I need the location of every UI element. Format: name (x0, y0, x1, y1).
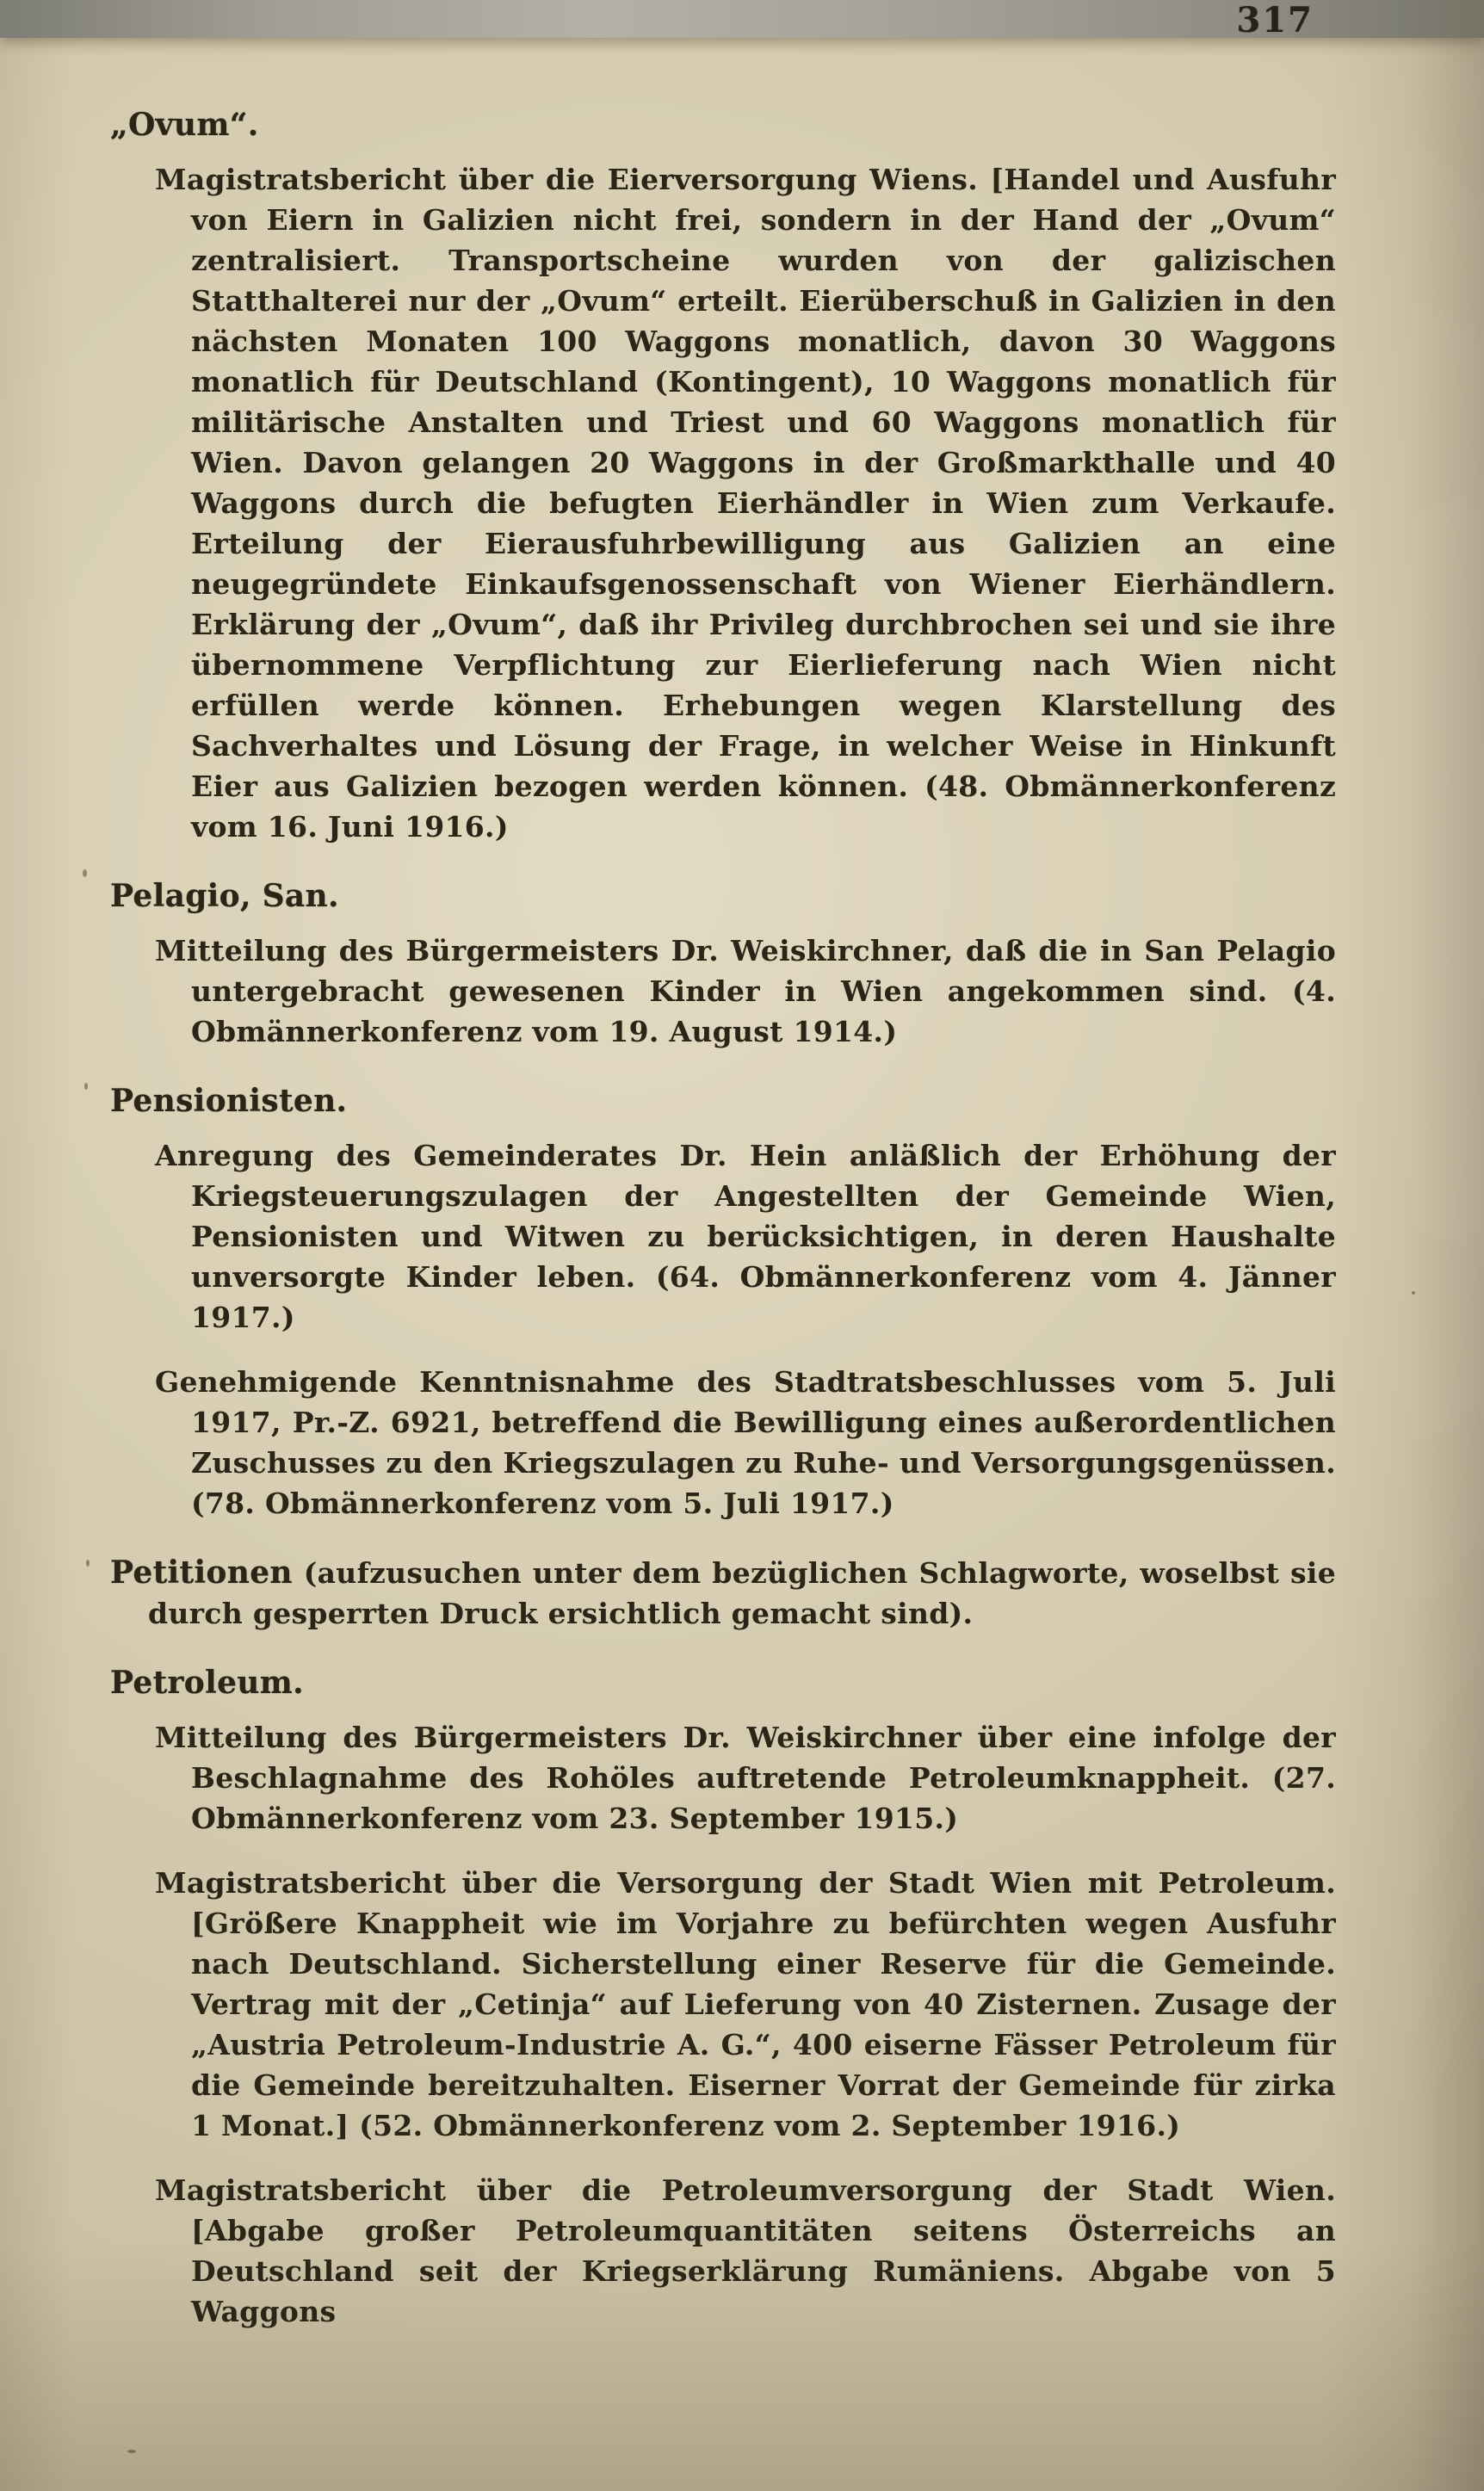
entry-ovum (110, 105, 1336, 847)
entry-petitionen (110, 1553, 1336, 1634)
entry-term: Petitionen (110, 1555, 293, 1591)
entry-inline-text: (aufzusuchen unter dem bezüglichen Schlagworte, woselbst sie durch gesperrten Druck ersichtlich gemacht sind). (148, 1556, 1336, 1630)
entry-paragraph: Mitteilung des Bürgermeisters Dr. Weiskirchner, daß die in San Pelagio untergebracht gewesenen Kinder in Wien angekommen sind. (4. Obmännerkonferenz vom 19. August 1914.) (155, 934, 1336, 1048)
entry-term: Pelagio, San. (110, 878, 339, 914)
scan-speckle (84, 1083, 88, 1090)
entry-term: Petroleum. (110, 1665, 304, 1701)
entry-pensionisten (110, 1081, 1336, 1524)
entry-paragraph: Anregung des Gemeinderates Dr. Hein anläßlich der Erhöhung der Kriegsteuerungszulagen der Angestellten der Gemeinde Wien, Pensionisten und Witwen zu berücksichtigen, in deren Haushalte unversorgte Kinder leben. (64. Obmännerkonferenz vom 4. Jänner 1917.) (155, 1139, 1336, 1334)
scan-speckle (86, 1560, 90, 1567)
entry-petroleum (110, 1663, 1336, 2332)
entry-term: Pensionisten. (110, 1083, 348, 1119)
entry-paragraph: Magistratsbericht über die Eierversorgung Wiens. [Handel und Ausfuhr von Eiern in Galizien nicht frei, sondern in der Hand der „Ovum“ zentralisiert. Transportscheine wurden von der galizischen Statthalterei nur der „Ovum“ erteilt. Eierüberschuß in Galizien in den nächsten Monaten 100 Waggons monatlich, davon 30 Waggons monatlich für Deutschland (Kontingent), 10 Waggons monatlich für militärische Anstalten und Triest und 60 Waggons monatlich für Wien. Davon gelangen 20 Waggons in der Großmarkthalle und 40 Waggons durch die befugten Eierhändler in Wien zum Verkaufe. Erteilung der Eierausfuhrbewilligung aus Galizien an eine neugegründete Einkaufsgenossenschaft von Wiener Eierhändlern. Erklärung der „Ovum“, daß ihr Privileg durchbrochen sei und sie ihre übernommene Verpflichtung zur Eierlieferung nach Wien nicht erfüllen werde können. Erhebungen wegen Klarstellung des Sachverhaltes und Lösung der Frage, in welcher Weise in Hinkunft Eier aus Galizien bezogen werden können. (48. Obmännerkonferenz vom 16. Juni 1916.) (155, 163, 1336, 844)
scan-speckle (83, 869, 87, 877)
page-number: 317 (1236, 0, 1314, 40)
entry-runin-paragraph (110, 1553, 1336, 1634)
entry-paragraph: Magistratsbericht über die Versorgung der Stadt Wien mit Petroleum. [Größere Knappheit wie im Vorjahre zu befürchten wegen Ausfuhr nach Deutschland. Sicherstellung einer Reserve für die Gemeinde. Vertrag mit der „Cetinja“ auf Lieferung von 40 Zisternen. Zusage der „Austria Petroleum-Industrie A. G.“, 400 eiserne Fässer Petroleum für die Gemeinde bereitzuhalten. Eiserner Vorrat der Gemeinde für zirka 1 Monat.] (52. Obmännerkonferenz vom 2. September 1916.) (155, 1866, 1336, 2142)
register-content (110, 105, 1336, 2361)
scan-speckle (1412, 1291, 1415, 1295)
entry-paragraph: Magistratsbericht über die Petroleumversorgung der Stadt Wien. [Abgabe großer Petroleumquantitäten seitens Österreichs an Deutschland seit der Kriegserklärung Rumäniens. Abgabe von 5 Waggons (155, 2173, 1336, 2328)
entry-pelagio (110, 876, 1336, 1052)
entry-term: „Ovum“. (110, 107, 259, 143)
entry-paragraph: Mitteilung des Bürgermeisters Dr. Weiskirchner über eine infolge der Beschlagnahme des Rohöles auftretende Petroleumknappheit. (27. Obmännerkonferenz vom 23. September 1915.) (155, 1721, 1336, 1835)
scan-speckle (127, 2450, 136, 2453)
entry-paragraph: Genehmigende Kenntnisnahme des Stadtratsbeschlusses vom 5. Juli 1917, Pr.-Z. 6921, betreffend die Bewilligung eines außerordentlichen Zuschusses zu den Kriegszulagen zu Ruhe- und Versorgungsgenüssen. (78. Obmännerkonferenz vom 5. Juli 1917.) (155, 1365, 1336, 1520)
